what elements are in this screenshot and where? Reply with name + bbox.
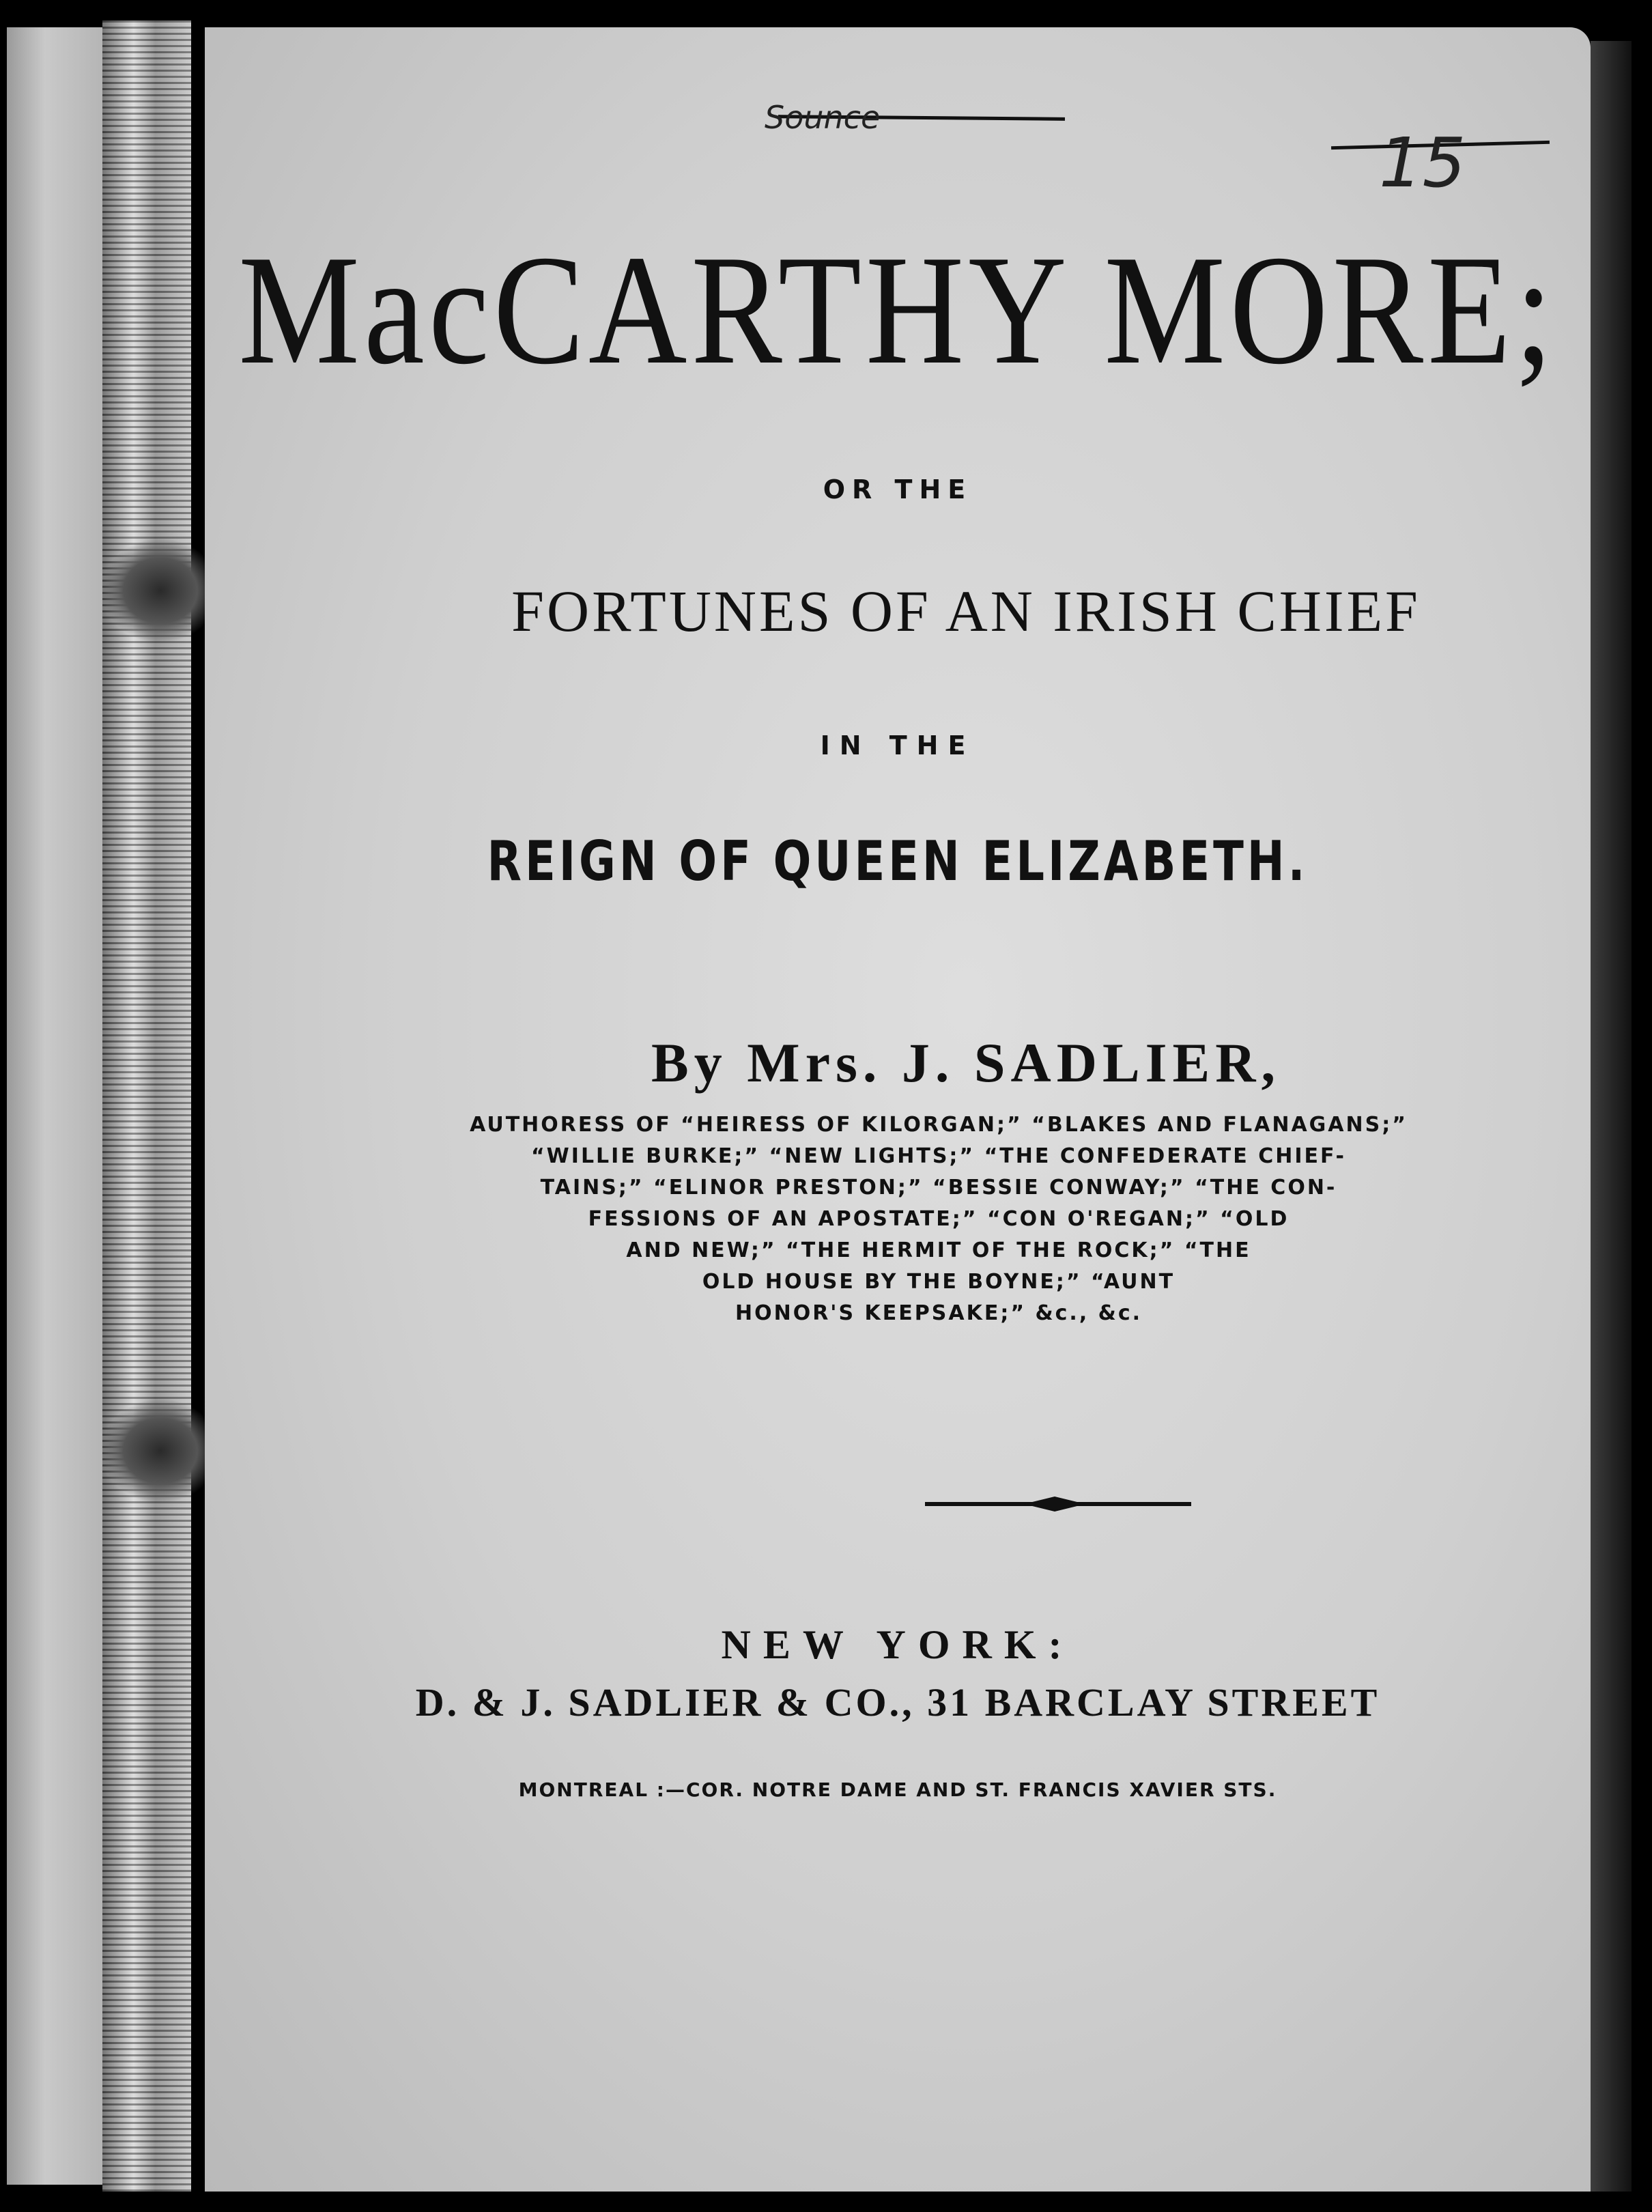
connector-or-the: OR THE bbox=[823, 474, 973, 505]
author-byline: By Mrs. J. SADLIER, bbox=[651, 1032, 1281, 1094]
works-line: “WILLIE BURKE;” “NEW LIGHTS;” “THE CONFEDERATE CHIEF- bbox=[530, 1144, 1347, 1168]
works-line: FESSIONS OF AN APOSTATE;” “CON O'REGAN;” “OLD bbox=[588, 1207, 1290, 1231]
spine-tear-mark bbox=[102, 1400, 218, 1502]
author-works-list bbox=[205, 1109, 1632, 1329]
adjacent-page-edge bbox=[7, 27, 102, 2185]
divider-ornament bbox=[1024, 1497, 1085, 1512]
book-subtitle: FORTUNES OF AN IRISH CHIEF bbox=[511, 578, 1421, 644]
publisher-line: D. & J. SADLIER & CO., 31 BARCLAY STREET bbox=[415, 1680, 1380, 1725]
handwritten-note-left: Sounce bbox=[765, 99, 881, 136]
spine-tear-mark bbox=[102, 539, 218, 642]
connector-in-the: IN THE bbox=[820, 731, 975, 761]
title-page bbox=[205, 27, 1591, 2192]
branch-address: MONTREAL :—COR. NOTRE DAME AND ST. FRANCIS XAVIER STS. bbox=[518, 1778, 1277, 1801]
subtitle-reign: REIGN OF QUEEN ELIZABETH. bbox=[487, 830, 1309, 893]
book-title: MacCARTHY MORE; bbox=[238, 223, 1557, 397]
works-line: OLD HOUSE BY THE BOYNE;” “AUNT bbox=[702, 1270, 1176, 1294]
works-line: AUTHORESS OF “HEIRESS OF KILORGAN;” “BLAKES AND FLANAGANS;” bbox=[470, 1113, 1408, 1137]
works-line: TAINS;” “ELINOR PRESTON;” “BESSIE CONWAY;” “THE CON- bbox=[540, 1176, 1337, 1200]
imprint-city: NEW YORK: bbox=[721, 1622, 1074, 1667]
book-spine bbox=[102, 20, 191, 2192]
works-line: AND NEW;” “THE HERMIT OF THE ROCK;” “THE bbox=[626, 1238, 1251, 1262]
handwritten-note-right: 15 bbox=[1379, 123, 1466, 203]
page-edge-shadow bbox=[1591, 41, 1632, 2192]
works-line: HONOR'S KEEPSAKE;” &c., &c. bbox=[735, 1301, 1143, 1325]
